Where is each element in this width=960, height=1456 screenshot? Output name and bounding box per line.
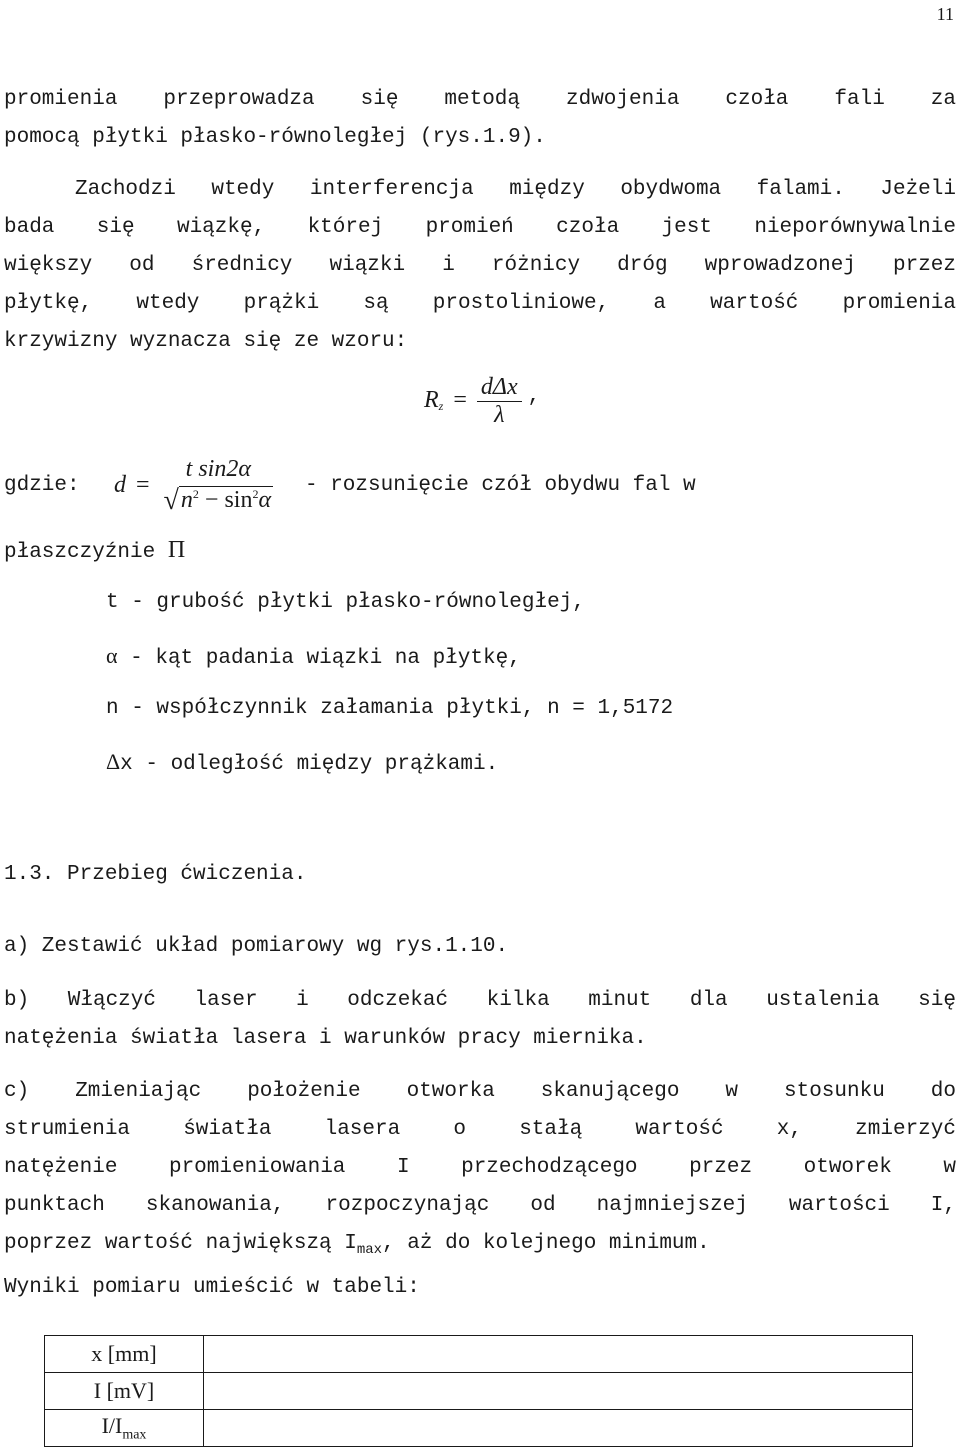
text-line: promienia przeprowadza się metodą zdwojenia czoła fali za	[4, 88, 956, 111]
definition-text: - grubość płytki płasko-równoległej,	[118, 591, 585, 614]
formula-rz-denominator: λ	[477, 401, 522, 429]
row-label-i: I [mV]	[45, 1373, 204, 1410]
radicand-n-sup: 2	[192, 487, 199, 501]
results-table	[44, 1335, 913, 1447]
formula-rz-equals: =	[453, 387, 467, 414]
text-segment: , aż do kolejnego minimum.	[382, 1232, 710, 1255]
radicand-minus: −	[204, 487, 219, 513]
formula-d-equals: =	[136, 472, 150, 499]
formula-d-numerator-text: t sin2α	[185, 456, 251, 482]
plane-symbol: Π	[167, 537, 186, 563]
section-heading: 1.3. Przebieg ćwiczenia.	[4, 863, 307, 886]
text-line: punktach skanowania, rozpoczynając od najmniejszej wartości I,	[4, 1194, 956, 1217]
table-cell[interactable]	[204, 1410, 913, 1447]
radicand-n: n	[180, 487, 193, 513]
formula-d	[114, 456, 277, 517]
interference-paragraph	[4, 171, 956, 361]
text-line: Wyniki pomiaru umieścić w tabeli:	[4, 1276, 420, 1300]
label-main: I/I	[101, 1412, 123, 1438]
text-line: płytkę, wtedy prążki są prostoliniowe, a wartość promienia	[4, 292, 956, 315]
formula-rz-subscript: z	[438, 399, 444, 414]
definition-n	[106, 694, 673, 724]
formula-d-prefix: gdzie:	[4, 474, 80, 497]
formula-rz-fraction	[477, 374, 522, 429]
table-row	[45, 1373, 913, 1410]
text-line: krzywizny wyznacza się ze wzoru:	[4, 330, 408, 353]
table-cell[interactable]	[204, 1336, 913, 1373]
text-line: większy od średnicy wiązki i różnicy dróg wprowadzonej przez	[4, 254, 956, 277]
text-line: b) Włączyć laser i odczekać kilka minut dla ustalenia się	[4, 989, 956, 1012]
plane-text: płaszczyźnie	[4, 541, 156, 564]
definition-text: x - odległość między prążkami.	[120, 753, 499, 776]
definition-symbol: n	[106, 697, 119, 720]
text-line: bada się wiązkę, której promień czoła jest nieporównywalnie	[4, 216, 956, 239]
text-line: strumienia światła lasera o stałą wartość x, zmierzyć	[4, 1118, 956, 1141]
formula-d-lhs: d	[114, 472, 126, 499]
formula-rz-comma: ,	[527, 385, 541, 409]
formula-d-numerator	[160, 456, 278, 483]
row-label-i-ratio	[45, 1410, 204, 1447]
plane-line	[4, 535, 185, 568]
text-line: pomocą płytki płasko-równoległej (rys.1.9).	[4, 126, 546, 149]
table-row	[45, 1410, 913, 1447]
sqrt-icon: √	[163, 485, 179, 516]
definition-symbol: Δ	[106, 749, 121, 774]
definition-symbol: t	[106, 591, 119, 614]
formula-rz	[424, 374, 540, 429]
sqrt-radicand	[179, 486, 273, 514]
radicand-alpha: α	[258, 487, 272, 513]
radicand-sin: sin	[224, 487, 253, 513]
formula-d-fraction	[160, 456, 278, 517]
table-cell[interactable]	[204, 1373, 913, 1410]
formula-rz-numerator: dΔx	[480, 374, 518, 400]
text-line: c) Zmieniając położenie otworka skanującego w stosunku do	[4, 1080, 956, 1103]
table-row	[45, 1336, 913, 1373]
formula-d-description: - rozsunięcie czół obydwu fal w	[305, 474, 696, 497]
step-b	[4, 982, 956, 1058]
formula-rz-lhs: R	[424, 387, 439, 414]
text-line: natężenie promieniowania I przechodzącego przez otworek w	[4, 1156, 956, 1179]
definition-symbol: α	[106, 643, 118, 668]
step-a: a) Zestawić układ pomiarowy wg rys.1.10.	[4, 935, 509, 958]
label-sub: max	[122, 1427, 147, 1443]
definition-t	[106, 588, 585, 618]
definition-text: - kąt padania wiązki na płytkę,	[117, 647, 521, 670]
page-number: 11	[936, 4, 954, 24]
definition-delta-x	[106, 747, 498, 780]
row-label-x: x [mm]	[45, 1336, 204, 1373]
intro-paragraph	[4, 81, 956, 157]
formula-d-denominator	[160, 483, 278, 517]
text-line	[4, 1225, 956, 1269]
text-segment: poprzez wartość największą I	[4, 1232, 357, 1255]
subscript-max: max	[356, 1242, 383, 1259]
text-line: Zachodzi wtedy interferencja między obydwoma falami. Jeżeli	[4, 178, 956, 201]
step-c	[4, 1073, 956, 1307]
definition-text: - współczynnik załamania płytki, n = 1,5172	[118, 697, 674, 720]
text-line: natężenia światła lasera i warunków pracy miernika.	[4, 1027, 647, 1050]
definition-alpha	[106, 641, 521, 674]
radicand-sin-sup: 2	[252, 487, 259, 501]
